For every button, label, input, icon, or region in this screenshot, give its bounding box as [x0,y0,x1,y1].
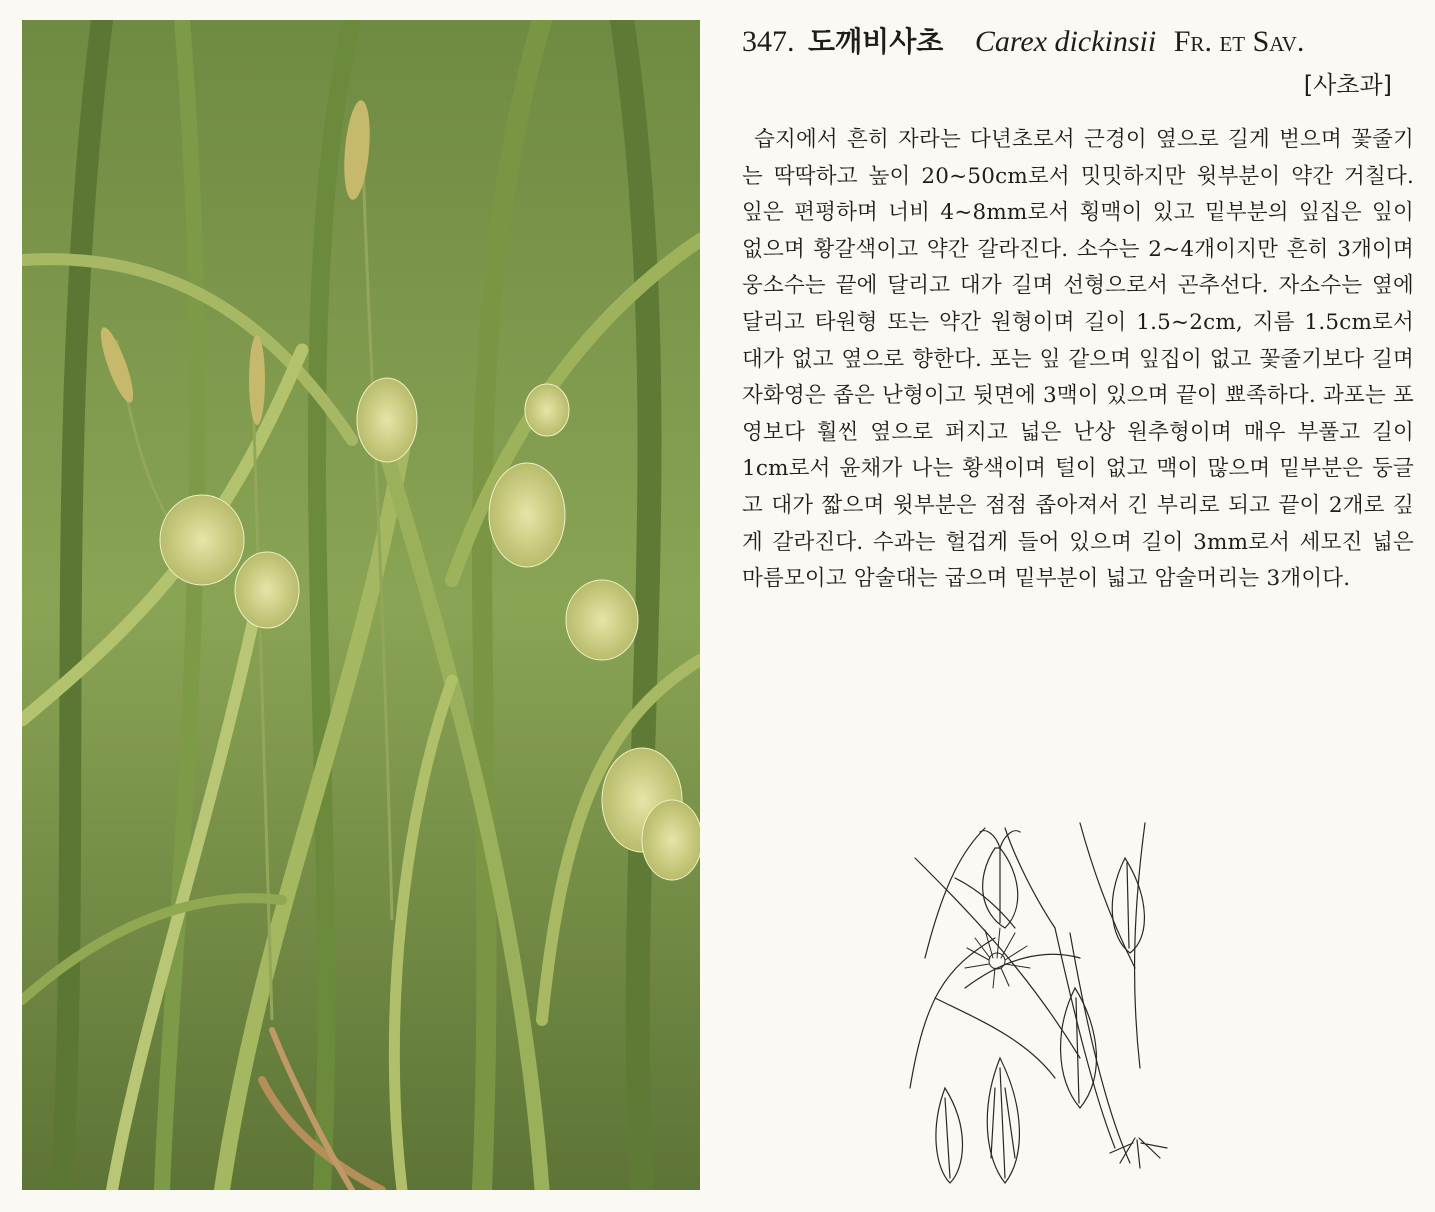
korean-name: 도깨비사초 [808,25,944,58]
entry-number: 347. [742,25,795,58]
species-entry [742,22,1414,598]
species-heading [742,22,1414,62]
species-description: 습지에서 흔히 자라는 다년초로서 근경이 옆으로 길게 벋으며 꽃줄기는 딱딱하고 높이 20~50cm로서 밋밋하지만 윗부분이 약간 거칠다. 잎은 편평하며 너비 4~8mm로서 횡맥이 있고 밑부분의 잎집은 잎이 없으며 황갈색이고 약간 갈라진다. 소수는 2~4개이지만 흔히 3개이며 웅소수는 끝에 달리고 대가 길며 선형으로서 곤추선다. 자소수는 옆에 달리고 타원형 또는 약간 원형이며 길이 1.5~2cm, 지름 1.5cm로서 대가 없고 옆으로 향한다. 포는 잎 같으며 잎집이 없고 꽃줄기보다 길며 자화영은 좁은 난형이고 뒷면에 3맥이 있으며 끝이 뾰족하다. 과포는 포영보다 훨씬 옆으로 퍼지고 넓은 난상 원추형이며 매우 부풀고 길이 1cm로서 윤채가 나는 황색이며 털이 없고 맥이 많으며 밑부분은 둥글고 대가 짧으며 윗부분은 점점 좁아져서 긴 부리로 되고 끝이 2개로 깊게 갈라진다. 수과는 헐겁게 들어 있으며 길이 3mm로서 세모진 넓은 마름모이고 암술대는 굽으며 밑부분이 넓고 암술머리는 3개이다. [742,127,1414,592]
sedge-line-art [905,818,1185,1188]
author-citation: Fr. et Sav. [1173,25,1305,58]
sedge-photo-illustration [22,20,700,1190]
botanical-line-drawing [905,818,1185,1188]
scientific-name: Carex dickinsii [974,25,1157,58]
plant-photo [22,20,700,1190]
family-name: [사초과] [1303,71,1392,99]
